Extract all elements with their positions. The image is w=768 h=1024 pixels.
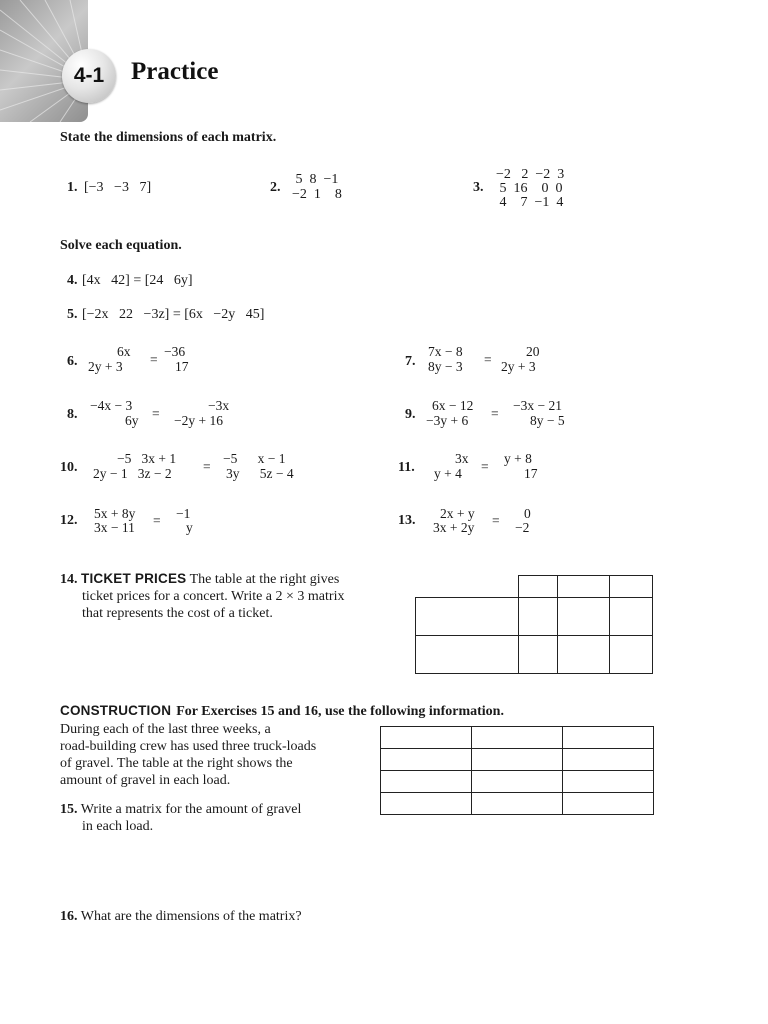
problem-15-line-1: Write a matrix for the amount of gravel <box>80 802 302 817</box>
problem-6-left-row-1: 6x <box>117 344 131 359</box>
problem-8-right-row-2: −2y + 16 <box>174 413 223 428</box>
problem-13-left-row-1: 2x + y <box>440 506 475 521</box>
problem-7-number: 7. <box>405 354 416 369</box>
problem-3-matrix-row-2: 5 16 0 0 <box>496 181 563 196</box>
problem-4-number: 4. <box>67 273 78 288</box>
problem-11-right-row-1: y + 8 <box>504 451 532 466</box>
problem-7-equals: = <box>484 352 492 367</box>
problem-9-left-row-1: 6x − 12 <box>432 398 474 413</box>
problem-7-right-row-2: 2y + 3 <box>501 359 536 374</box>
problem-13-number: 13. <box>398 513 416 528</box>
problem-5-equation: [−2x 22 −3z] = [6x −2y 45] <box>82 307 265 322</box>
problem-2-number: 2. <box>270 180 281 195</box>
problem-11-left-row-1: 3x <box>455 451 469 466</box>
lesson-number-badge: 4-1 <box>62 49 116 103</box>
ticket-price-table <box>415 575 655 679</box>
ticket-price-table-grid <box>415 575 655 675</box>
problem-2-matrix-row-1: 5 8 −1 <box>292 172 339 187</box>
problem-13-right-row-1: 0 <box>524 506 531 521</box>
construction-intro <box>60 721 370 789</box>
construction-intro-line-1: During each of the last three weeks, a <box>60 722 271 737</box>
problem-10-equals: = <box>203 459 211 474</box>
problem-14-block <box>60 570 400 622</box>
problem-7-right-row-1: 20 <box>526 344 540 359</box>
problem-9-equals: = <box>491 406 499 421</box>
problem-7-left-row-1: 7x − 8 <box>428 344 463 359</box>
problem-15-line-2: in each load. <box>82 819 154 834</box>
problem-14-line-3: that represents the cost of a ticket. <box>82 606 273 621</box>
problem-1-matrix: [−3 −3 7] <box>84 180 152 195</box>
problem-3-number: 3. <box>473 180 484 195</box>
problem-12-right-row-1: −1 <box>176 506 191 521</box>
problem-9-number: 9. <box>405 407 416 422</box>
problem-6-equals: = <box>150 352 158 367</box>
problem-10-number: 10. <box>60 460 78 475</box>
page-title: Practice <box>131 58 219 85</box>
construction-intro-line-3: of gravel. The table at the right shows the <box>60 756 293 771</box>
problem-15-block <box>60 801 380 835</box>
construction-heading <box>60 700 504 720</box>
problem-11-equals: = <box>481 459 489 474</box>
problem-10-right-row-1: −5 x − 1 <box>223 451 286 466</box>
problem-9-right-row-2: 8y − 5 <box>530 413 565 428</box>
problem-3-matrix-row-1: −2 2 −2 3 <box>496 167 565 182</box>
problem-16-number: 16. <box>60 909 78 924</box>
construction-topic: CONSTRUCTION <box>60 703 172 718</box>
problem-9-left-row-2: −3y + 6 <box>426 413 469 428</box>
problem-14-line-1: The table at the right gives <box>189 572 340 587</box>
problem-5-number: 5. <box>67 307 78 322</box>
problem-16-block <box>60 908 302 925</box>
problem-12-number: 12. <box>60 513 78 528</box>
problem-11-number: 11. <box>398 460 415 475</box>
problem-13-left-row-2: 3x + 2y <box>433 520 475 535</box>
problem-14-line-2: ticket prices for a concert. Write a 2 × 3 matrix <box>82 589 345 604</box>
problem-12-right-row-2: y <box>186 520 193 535</box>
problem-6-right-row-1: −36 <box>164 344 186 359</box>
problem-2-matrix-row-2: −2 1 8 <box>292 187 342 202</box>
instruction-equations: Solve each equation. <box>60 238 182 253</box>
problem-3-matrix-row-3: 4 7 −1 4 <box>496 195 564 210</box>
problem-8-equals: = <box>152 406 160 421</box>
problem-11-right-row-2: 17 <box>524 466 538 481</box>
problem-12-left-row-2: 3x − 11 <box>94 520 135 535</box>
problem-13-right-row-2: −2 <box>515 520 530 535</box>
problem-7-left-row-2: 8y − 3 <box>428 359 463 374</box>
problem-6-left-row-2: 2y + 3 <box>88 359 123 374</box>
problem-1-number: 1. <box>67 180 78 195</box>
problem-4-equation: [4x 42] = [24 6y] <box>82 273 193 288</box>
problem-8-left-row-2: 6y <box>125 413 139 428</box>
problem-12-equals: = <box>153 513 161 528</box>
problem-14-number: 14. <box>60 572 78 587</box>
gravel-table <box>380 726 656 822</box>
construction-intro-line-2: road-building crew has used three truck-loads <box>60 739 317 754</box>
problem-8-right-row-1: −3x <box>208 398 230 413</box>
problem-13-equals: = <box>492 513 500 528</box>
problem-12-left-row-1: 5x + 8y <box>94 506 136 521</box>
construction-heading-text: For Exercises 15 and 16, use the following information. <box>176 704 504 719</box>
instruction-dimensions: State the dimensions of each matrix. <box>60 130 277 145</box>
problem-10-left-row-1: −5 3x + 1 <box>117 451 177 466</box>
problem-15-number: 15. <box>60 802 78 817</box>
problem-16-text: What are the dimensions of the matrix? <box>80 909 302 924</box>
problem-8-left-row-1: −4x − 3 <box>90 398 133 413</box>
problem-14-topic: TICKET PRICES <box>81 571 187 586</box>
construction-intro-line-4: amount of gravel in each load. <box>60 773 231 788</box>
problem-8-number: 8. <box>67 407 78 422</box>
problem-10-right-row-2: 3y 5z − 4 <box>226 466 294 481</box>
problem-9-right-row-1: −3x − 21 <box>513 398 562 413</box>
problem-6-right-row-2: 17 <box>175 359 189 374</box>
problem-6-number: 6. <box>67 354 78 369</box>
problem-11-left-row-2: y + 4 <box>434 466 462 481</box>
problem-10-left-row-2: 2y − 1 3z − 2 <box>93 466 172 481</box>
gravel-table-grid <box>380 726 656 818</box>
